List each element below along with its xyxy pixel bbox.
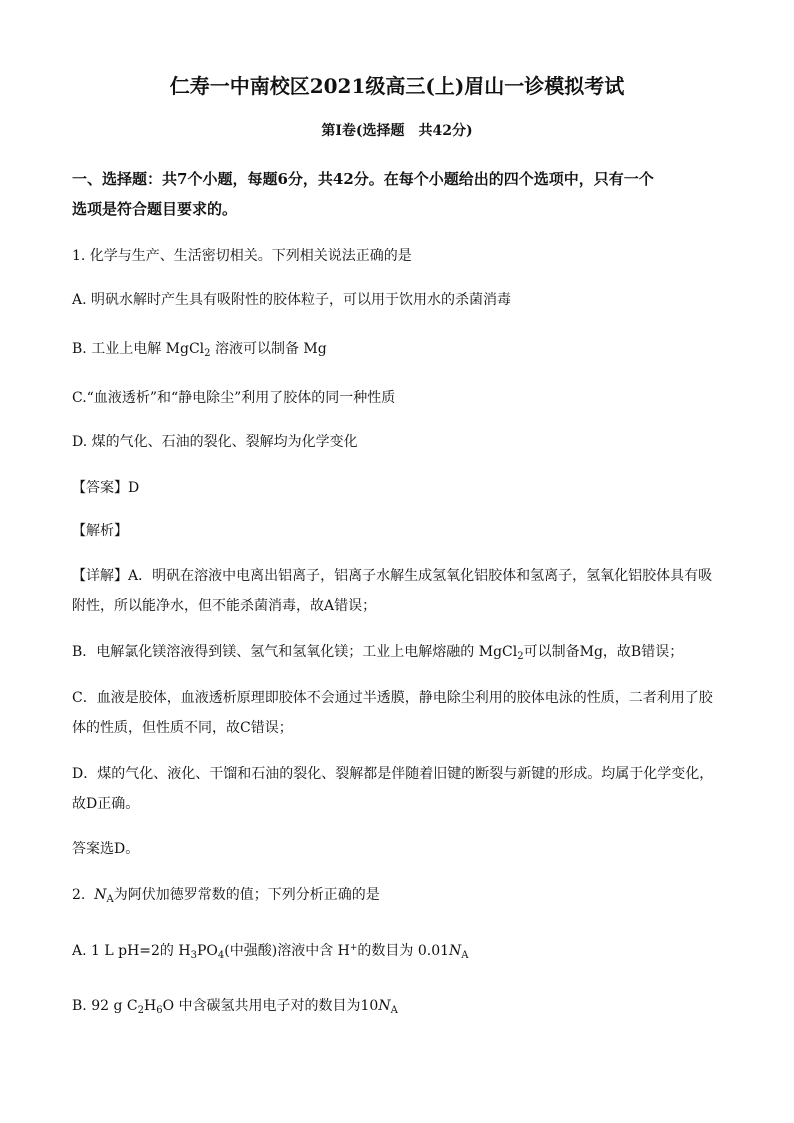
q1-detail-line-2: 附性，所以能净水，但不能杀菌消毒，故A错误； (72, 598, 377, 614)
q2-a-prefix: A. 1 L pH=2的 (72, 943, 174, 959)
q2-a-value: 0.01 (417, 943, 450, 959)
answer-tag: 【答案】 (72, 480, 128, 496)
q2-stem (72, 884, 754, 905)
q1-option-c: C.“血液透析”和“静电除尘”利用了胶体的同一种性质 (72, 390, 396, 406)
q2-b-na: N (378, 998, 391, 1014)
f-po: PO (196, 943, 218, 959)
q2-number: 2. (72, 887, 86, 903)
section-instruction-line-1: 一、选择题：共7个小题，每题6分，共42分。在每个小题给出的四个选项中，只有一个 (72, 170, 654, 188)
section-instruction-line-2: 选项是符合题目要求的。 (72, 200, 238, 218)
q2-a-na: N (449, 943, 462, 959)
q2-b-value: 10 (360, 998, 379, 1014)
ion-h: H (337, 943, 350, 959)
formula-text: MgCl (165, 341, 205, 357)
f-h-sub: 3 (190, 950, 197, 961)
f-po-sub: 4 (217, 950, 225, 961)
q1-analysis-tag: 【解析】 (72, 523, 128, 539)
q1-stem: 1. 化学与生产、生活密切相关。下列相关说法正确的是 (72, 248, 412, 264)
ion-h-charge: + (349, 943, 358, 953)
symbol-na-subscript: A (106, 894, 114, 905)
detail-3-subscript: 2 (517, 651, 524, 662)
q1-option-b (72, 338, 754, 359)
q1-detail-line-4: C．血液是胶体，血液透析原理即胶体不会通过半透膜，静电除尘利用的胶体电泳的性质，二者利用了胶 (72, 690, 713, 706)
answer-value: D (128, 480, 140, 496)
q2-option-b (72, 995, 754, 1016)
f-c: C (126, 998, 138, 1014)
detail-3-prefix: B．电解氯化镁溶液得到镁、氢气和氢氧化镁；工业上电解熔融的 MgCl (72, 644, 518, 660)
f-h2-sub: 6 (156, 1005, 163, 1016)
detail-3-suffix: 可以制备Mg，故B错误； (523, 644, 684, 660)
q1-option-a: A. 明矾水解时产生具有吸附性的胶体粒子，可以用于饮用水的杀菌消毒 (72, 292, 512, 308)
q1-conclusion: 答案选D。 (72, 841, 140, 857)
q2-b-prefix: B. 92 g (72, 998, 123, 1014)
q2-b-na-sub: A (390, 1005, 398, 1016)
q1-option-b-suffix: 溶液可以制备 Mg (214, 341, 327, 357)
symbol-na: N (94, 887, 107, 903)
f-h2: H (143, 998, 157, 1014)
q2-a-mid: (中强酸)溶液中含 (224, 943, 334, 959)
f-h: H (178, 943, 191, 959)
f-c-sub: 2 (137, 1005, 144, 1016)
q2-a-na-sub: A (461, 950, 469, 961)
formula-mgcl2 (166, 341, 211, 357)
q1-option-b-prefix: B. 工业上电解 (72, 341, 162, 357)
q2-a-mid2: 的数目为 (357, 943, 414, 959)
q2-stem-text: 为阿伏加德罗常数的值；下列分析正确的是 (113, 887, 380, 903)
q1-detail-line-3 (72, 641, 754, 662)
q1-detail-line-1: 【详解】A．明矾在溶液中电离出铝离子，铝离子水解生成氢氧化铝胶体和氢离子，氢氧化铝胶体具有吸 (72, 568, 713, 584)
q2-option-a (72, 940, 754, 961)
q1-detail-line-6: D．煤的气化、液化、干馏和石油的裂化、裂解都是伴随着旧键的断裂与新键的形成。均属于化学变化， (72, 766, 714, 782)
q1-detail-line-7: 故D正确。 (72, 796, 140, 812)
exam-title: 仁寿一中南校区2021级高三(上)眉山一诊模拟考试 (169, 74, 625, 98)
q1-option-d: D. 煤的气化、石油的裂化、裂解均为化学变化 (72, 434, 358, 450)
formula-subscript: 2 (204, 348, 211, 359)
q1-detail-line-5: 体的性质，但性质不同，故C错误； (72, 720, 293, 736)
f-o: O (162, 998, 175, 1014)
q2-b-mid: 中含碳氢共用电子对的数目为 (178, 998, 361, 1014)
q1-answer (72, 477, 754, 497)
section-subtitle: 第Ⅰ卷(选择题 共42分) (321, 123, 473, 139)
